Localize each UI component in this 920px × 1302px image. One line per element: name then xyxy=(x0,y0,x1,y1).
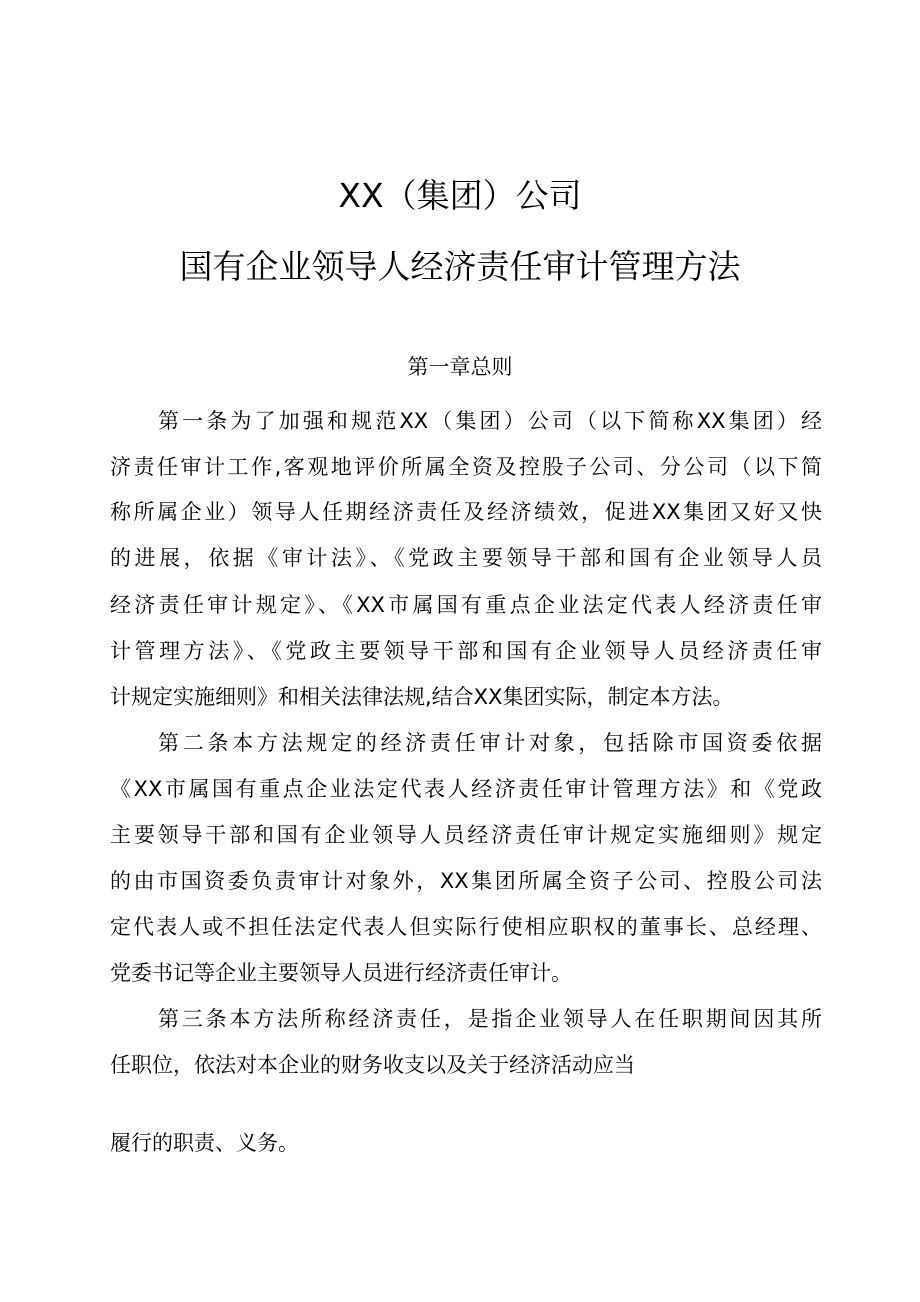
article-1-line: 称所属企业）领导人任期经济责任及经济绩效，促进XX集团又好又快 xyxy=(110,500,822,524)
article-1-line: 第一条为了加强和规范XX（集团）公司（以下简称XX集团）经 xyxy=(158,409,822,433)
article-2-line: 《XX市属国有重点企业法定代表人经济责任审计管理方法》和《党政 xyxy=(110,777,822,801)
article-2-line: 定代表人或不担任法定代表人但实际行使相应职权的董事长、总经理、 xyxy=(110,915,822,939)
article-2-line: 主要领导干部和国有企业领导人员经济责任审计规定实施细则》规定 xyxy=(110,823,822,847)
article-1-line: 济责任审计工作,客观地评价所属全资及控股子公司、分公司（以下简 xyxy=(110,455,822,479)
article-2-line: 第二条本方法规定的经济责任审计对象，包括除市国资委依据 xyxy=(158,731,822,755)
article-1-line: 的进展，依据《审计法》、《党政主要领导干部和国有企业领导人员 xyxy=(110,546,822,570)
article-3-line: 任职位，依法对本企业的财务收支以及关于经济活动应当 xyxy=(110,1053,635,1077)
document-title-line-1: XX（集团）公司 xyxy=(338,176,582,215)
document-title-line-2: 国有企业领导人经济责任审计管理方法 xyxy=(179,247,741,286)
chapter-heading: 第一章总则 xyxy=(407,355,513,379)
article-3-line: 第三条本方法所称经济责任，是指企业领导人在任职期间因其所 xyxy=(158,1007,822,1031)
article-2-line: 的由市国资委负责审计对象外，XX集团所属全资子公司、控股公司法 xyxy=(110,869,822,893)
article-1-line: 计规定实施细则》和相关法律法规,结合XX集团实际，制定本方法。 xyxy=(110,685,734,709)
article-2-line: 党委书记等企业主要领导人员进行经济责任审计。 xyxy=(110,961,572,985)
article-1-line: 计管理方法》、《党政主要领导干部和国有企业领导人员经济责任审 xyxy=(110,639,822,663)
article-1-line: 经济责任审计规定》、《XX市属国有重点企业法定代表人经济责任审 xyxy=(110,593,822,617)
continuation-line: 履行的职责、义务。 xyxy=(110,1131,299,1155)
